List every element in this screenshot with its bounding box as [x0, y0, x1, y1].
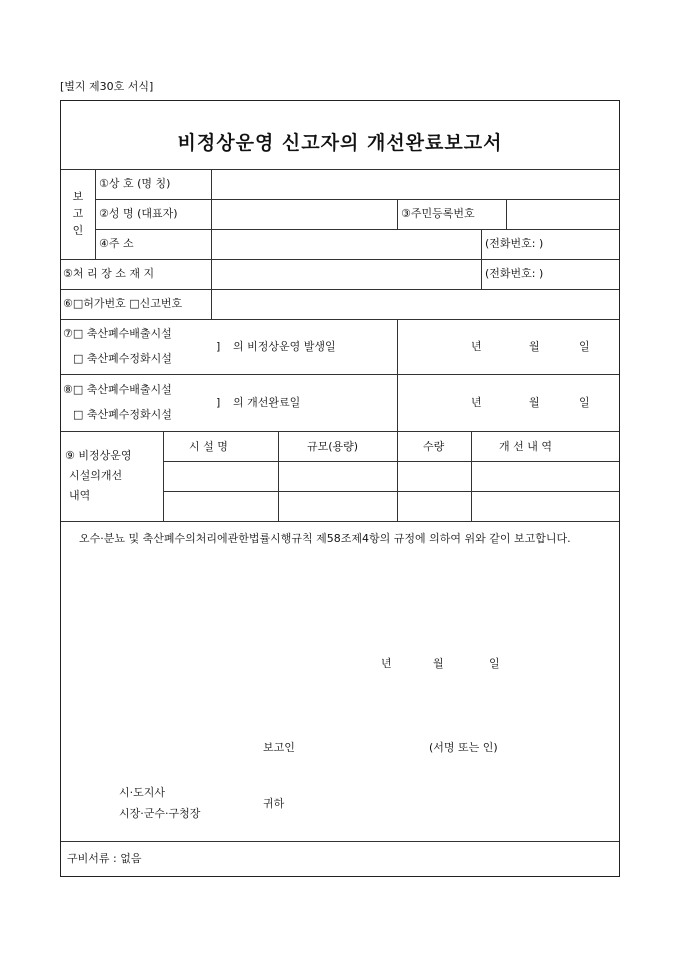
phone-label: (전화번호: ): [485, 237, 544, 250]
divider: [95, 199, 619, 200]
divider: [61, 841, 619, 842]
abnormal-discharge-option: ⑦□ 축산폐수배출시설: [63, 327, 172, 340]
representative-label: ②성 명 (대표자): [99, 207, 178, 220]
divider: [211, 169, 212, 319]
form-number-label: [별지 제30호 서식]: [60, 80, 154, 93]
divider: [397, 199, 398, 229]
divider: [61, 374, 619, 375]
divider: [506, 199, 507, 229]
required-documents: 구비서류 : 없음: [67, 852, 142, 865]
divider: [471, 431, 472, 521]
signature-or-seal: (서명 또는 인): [429, 741, 498, 754]
completion-year: 년: [471, 396, 482, 409]
divider: [61, 319, 619, 320]
permit-number-label: ⑥□허가번호 □신고번호: [63, 297, 183, 310]
improvement-label-line2: 시설의개선: [69, 469, 123, 482]
completion-bracket: ]: [216, 396, 221, 409]
divider: [481, 229, 482, 289]
resident-number-label: ③주민등록번호: [401, 207, 475, 220]
recipient-honorific: 귀하: [263, 797, 285, 810]
reporter-signature-label: 보고인: [263, 741, 295, 754]
completion-treatment-option: □ 축산폐수정화시설: [73, 408, 172, 421]
reporter-group-label: 보 고 인: [72, 190, 84, 237]
facility-location-label: ⑤처 리 장 소 재 지: [63, 267, 155, 280]
column-header-details: 개 선 내 역: [499, 440, 552, 453]
divider: [163, 431, 164, 521]
report-statement: 오수·분뇨 및 축산폐수의처리에관한법률시행규칙 제58조제4항의 규정에 의하여 위와 같이 보고합니다.: [79, 532, 571, 545]
facility-phone-label: (전화번호: ): [485, 267, 544, 280]
abnormal-treatment-option: □ 축산폐수정화시설: [73, 352, 172, 365]
report-year: 년: [381, 657, 392, 670]
column-header-quantity: 수량: [423, 440, 445, 453]
report-day: 일: [489, 657, 500, 670]
report-month: 월: [433, 657, 444, 670]
completion-date-label: 의 개선완료일: [233, 396, 301, 409]
abnormal-date-label: 의 비정상운영 발생일: [233, 340, 336, 353]
completion-day: 일: [579, 396, 590, 409]
recipient-mayor: 시장·군수·구청장: [119, 807, 201, 820]
improvement-label-line3: 내역: [69, 489, 91, 502]
abnormal-month: 월: [529, 340, 540, 353]
improvement-label-line1: ⑨ 비정상운영: [65, 449, 132, 462]
column-header-facility: 시 설 명: [189, 440, 228, 453]
report-form: [60, 100, 620, 877]
divider: [163, 461, 619, 462]
column-header-capacity: 규모(용량): [307, 440, 359, 453]
abnormal-bracket: ]: [216, 340, 221, 353]
address-label: ④주 소: [99, 237, 134, 250]
divider: [163, 491, 619, 492]
recipient-governor: 시·도지사: [119, 786, 166, 799]
divider: [61, 169, 619, 170]
completion-month: 월: [529, 396, 540, 409]
divider: [278, 431, 279, 521]
divider: [95, 169, 96, 259]
divider: [61, 259, 619, 260]
divider: [61, 289, 619, 290]
page-title: 비정상운영 신고자의 개선완료보고서: [177, 132, 503, 154]
abnormal-year: 년: [471, 340, 482, 353]
completion-discharge-option: ⑧□ 축산폐수배출시설: [63, 383, 172, 396]
abnormal-day: 일: [579, 340, 590, 353]
divider: [95, 229, 619, 230]
divider: [397, 431, 398, 521]
divider: [61, 431, 619, 432]
divider: [61, 521, 619, 522]
business-name-label: ①상 호 (명 칭): [99, 177, 171, 190]
divider: [397, 319, 398, 431]
